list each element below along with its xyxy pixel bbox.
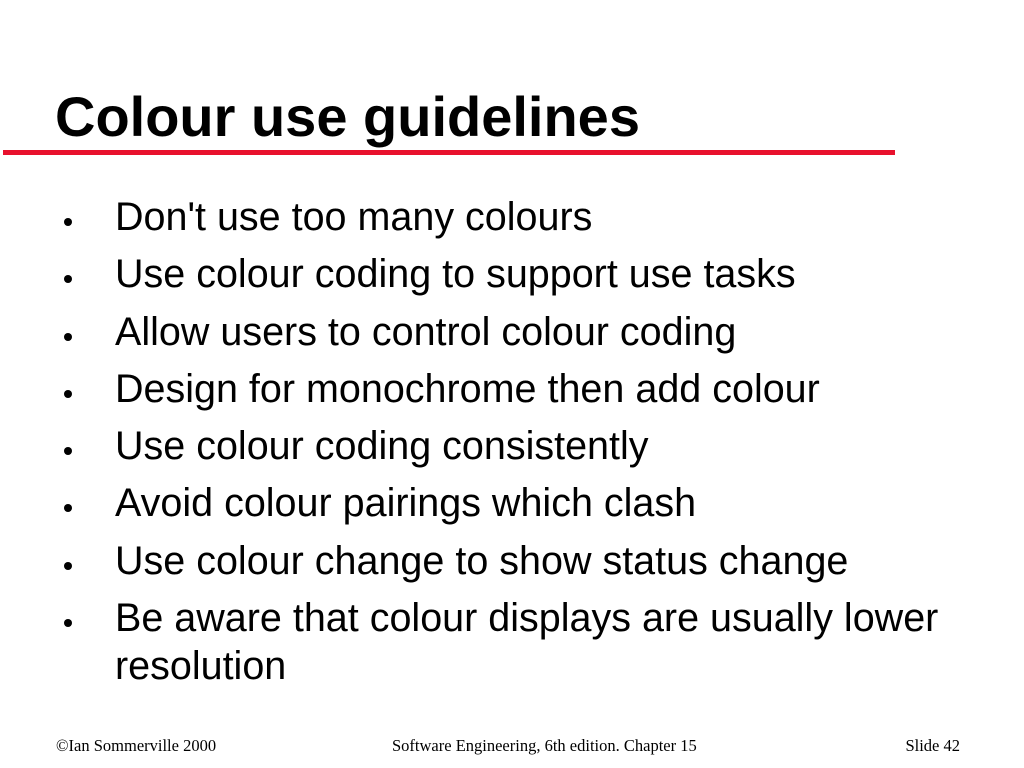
footer-book-chapter: Software Engineering, 6th edition. Chapter 15: [392, 736, 697, 755]
bullet-dot-icon: [64, 504, 72, 512]
bullet-item: [0, 479, 985, 527]
bullet-dot-icon: [64, 390, 72, 398]
bullet-dot-icon: [64, 562, 72, 570]
footer-slide-number: Slide 42: [905, 736, 960, 755]
bullet-item: [0, 422, 985, 470]
bullet-dot-icon: [64, 619, 72, 627]
bullet-item: [0, 250, 985, 298]
bullet-text: Use colour change to show status change: [115, 538, 849, 583]
bullet-dot-icon: [64, 447, 72, 455]
bullet-text: Use colour coding consistently: [115, 424, 649, 469]
title-underline-rule: [3, 150, 895, 155]
bullet-text: Use colour coding to support use tasks: [115, 252, 796, 297]
bullet-text: Design for monochrome then add colour: [115, 366, 820, 411]
bullet-item: [0, 365, 985, 413]
bullet-item: [0, 308, 985, 356]
bullet-text: Don't use too many colours: [115, 195, 593, 239]
bullet-dot-icon: [64, 333, 72, 341]
bullet-dot-icon: [64, 275, 72, 283]
bullet-item: [0, 537, 985, 585]
footer-copyright: ©Ian Sommerville 2000: [56, 736, 217, 755]
bullet-list: [0, 193, 985, 699]
slide-title: Colour use guidelines: [55, 85, 640, 148]
bullet-dot-icon: [64, 218, 72, 226]
bullet-item: [0, 193, 985, 241]
bullet-item: [0, 594, 985, 690]
bullet-text: Be aware that colour displays are usually lower resolution: [115, 596, 939, 689]
bullet-text: Allow users to control colour coding: [115, 309, 737, 354]
bullet-text: Avoid colour pairings which clash: [115, 481, 697, 526]
